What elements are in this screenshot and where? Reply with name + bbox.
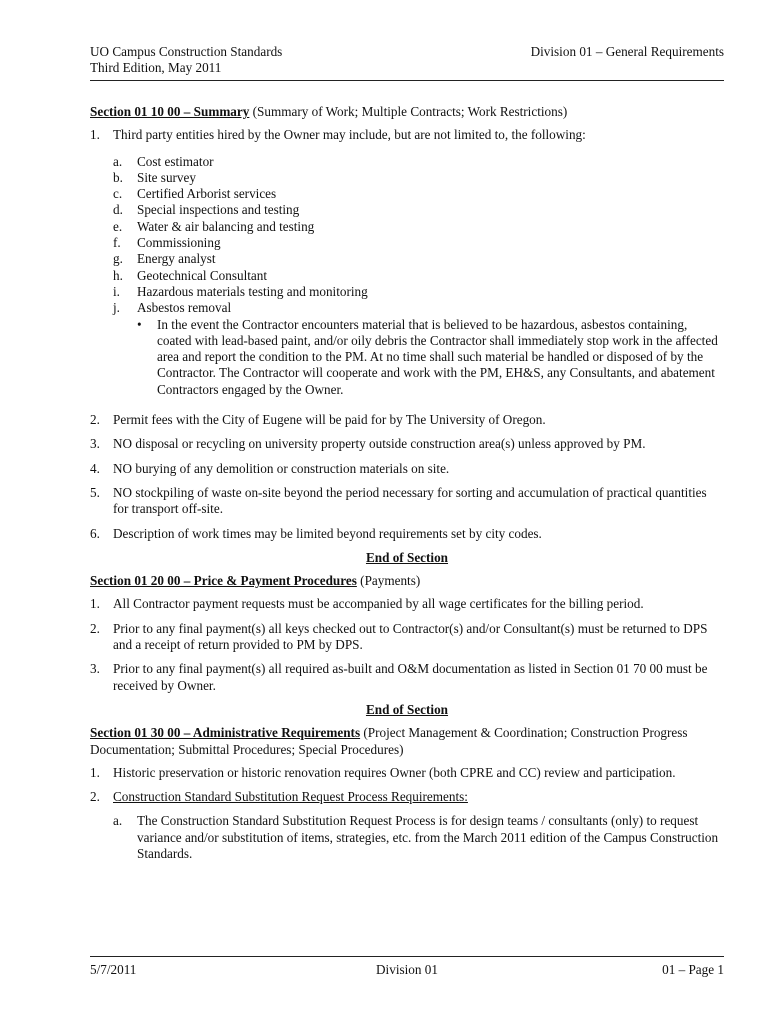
bullet-item [137, 317, 724, 398]
bullet-text: In the event the Contractor encounters material that is believed to be hazardous, asbestos containing, coated with lead-based paint, and/or oily debris the Contractor shall immediately stop work in the affected area and report the condition to the PM. At no time shall such material be handled or disposed of by the Contractor. The Contractor will cooperate and work with the PM, EH&S, any Consultants, and abatement Contractors engaged by the Owner. [157, 316, 718, 397]
document-body [90, 104, 724, 878]
item-text: Historic preservation or historic renovation requires Owner (both CPRE and CC) review and participation. [113, 764, 676, 780]
item-number: 1. [90, 764, 100, 780]
item-number: 3. [90, 436, 100, 452]
sub-item-letter: a. [113, 813, 123, 829]
section-title: Section 01 20 00 – Price & Payment Procedures [90, 573, 357, 589]
bullet-icon: • [137, 316, 142, 332]
sub-item [113, 284, 724, 300]
sub-item [113, 154, 724, 170]
sub-item-text: Certified Arborist services [137, 186, 277, 202]
sub-item-letter: b. [113, 169, 123, 185]
section-subtitle: (Project Management & Coordination; Construction Progress Documentation; Submittal Procedures; Special Procedures) [90, 725, 688, 757]
sub-item-text: Commissioning [137, 235, 221, 251]
item-number: 5. [90, 484, 100, 500]
section-title: Section 01 10 00 – Summary [90, 104, 250, 119]
sub-item-text: Special inspections and testing [137, 202, 300, 218]
sub-item-text: Asbestos removal [137, 300, 232, 316]
sub-item-letter: j. [113, 300, 120, 316]
list-item [90, 485, 724, 518]
section-heading [90, 725, 724, 758]
sub-item [113, 202, 724, 218]
sub-item-text: The Construction Standard Substitution Request Process is for design teams / consultants (only) to request variance and/or substitution of items, strategies, etc. from the March 2011 edition of the Campus Construction Standards. [137, 813, 719, 861]
sub-item [113, 251, 724, 267]
header-divider [90, 80, 724, 81]
sub-item-text: Geotechnical Consultant [137, 267, 268, 283]
list-item [90, 526, 724, 542]
header-left [90, 44, 282, 76]
header-title: UO Campus Construction Standards [90, 44, 283, 59]
list-item [90, 765, 724, 781]
sub-item [113, 300, 724, 316]
sub-item [113, 813, 724, 862]
item-text: All Contractor payment requests must be accompanied by all wage certificates for the billing period. [113, 596, 644, 612]
sub-item [113, 170, 724, 186]
header-division: Division 01 – General Requirements [530, 44, 724, 59]
section-subtitle: (Payments) [356, 573, 421, 589]
sub-item-text: Water & air balancing and testing [137, 218, 315, 234]
item-number: 3. [90, 661, 100, 677]
item-text: Third party entities hired by the Owner may include, but are not limited to, the following: [113, 127, 586, 143]
item-number: 4. [90, 460, 100, 476]
item-number: 1. [90, 596, 100, 612]
sub-item [113, 268, 724, 284]
item-text: Prior to any final payment(s) all required as-built and O&M documentation as listed in Section 01 70 00 must be received by Owner. [113, 661, 708, 693]
item-number: 2. [90, 789, 100, 805]
sub-item-text: Site survey [137, 169, 196, 185]
sub-item-letter: c. [113, 186, 123, 202]
list-item [90, 621, 724, 654]
item-number: 6. [90, 525, 100, 541]
sub-item-letter: a. [113, 153, 123, 169]
list-item [90, 596, 724, 612]
list-item [90, 412, 724, 428]
list-item [90, 461, 724, 477]
footer-division: Division 01 [376, 962, 438, 977]
list-item [90, 661, 724, 694]
sub-item-letter: g. [113, 251, 123, 267]
footer-divider [90, 956, 724, 957]
sub-item-text: Energy analyst [137, 251, 216, 267]
section-subtitle: (Summary of Work; Multiple Contracts; Work Restrictions) [249, 104, 568, 119]
sub-item-letter: i. [113, 283, 120, 299]
footer-date: 5/7/2011 [90, 962, 137, 977]
end-of-section: End of Section [365, 701, 449, 717]
sub-item-text: Hazardous materials testing and monitoring [137, 283, 368, 299]
list-item [90, 436, 724, 452]
list-item [90, 789, 724, 870]
sub-item-letter: d. [113, 202, 123, 218]
sub-item [113, 186, 724, 202]
sub-item-letter: h. [113, 267, 123, 283]
item-number: 1. [90, 127, 100, 143]
sub-item [113, 219, 724, 235]
header-edition: Third Edition, May 2011 [90, 60, 222, 75]
item-text: NO burying of any demolition or construction materials on site. [113, 460, 450, 476]
item-text: NO disposal or recycling on university property outside construction area(s) unless approved by PM. [113, 436, 646, 452]
end-of-section: End of Section [365, 549, 449, 565]
sub-list [113, 154, 724, 317]
sub-item-text: Cost estimator [137, 153, 214, 169]
item-text: NO stockpiling of waste on-site beyond the period necessary for sorting and accumulation of practical quantities for transport off-site. [113, 484, 707, 517]
item-text: Construction Standard Substitution Request Process Requirements: [113, 789, 468, 805]
item-text: Permit fees with the City of Eugene will be paid for by The University of Oregon. [113, 412, 546, 428]
sub-item-letter: e. [113, 218, 123, 234]
list-item [90, 127, 724, 398]
item-number: 2. [90, 620, 100, 636]
page-footer [90, 962, 724, 978]
item-text: Prior to any final payment(s) all keys checked out to Contractor(s) and/or Consultant(s) must be returned to DPS and a receipt of return provided to PM by DPS. [113, 620, 708, 653]
section-title: Section 01 30 00 – Administrative Requirements [90, 725, 361, 741]
footer-page-number: 01 – Page 1 [662, 962, 724, 977]
item-text: Description of work times may be limited beyond requirements set by city codes. [113, 525, 542, 541]
section-heading [90, 104, 724, 120]
sub-item [113, 235, 724, 251]
section-heading [90, 573, 724, 589]
sub-item-letter: f. [113, 235, 121, 251]
item-number: 2. [90, 412, 100, 428]
